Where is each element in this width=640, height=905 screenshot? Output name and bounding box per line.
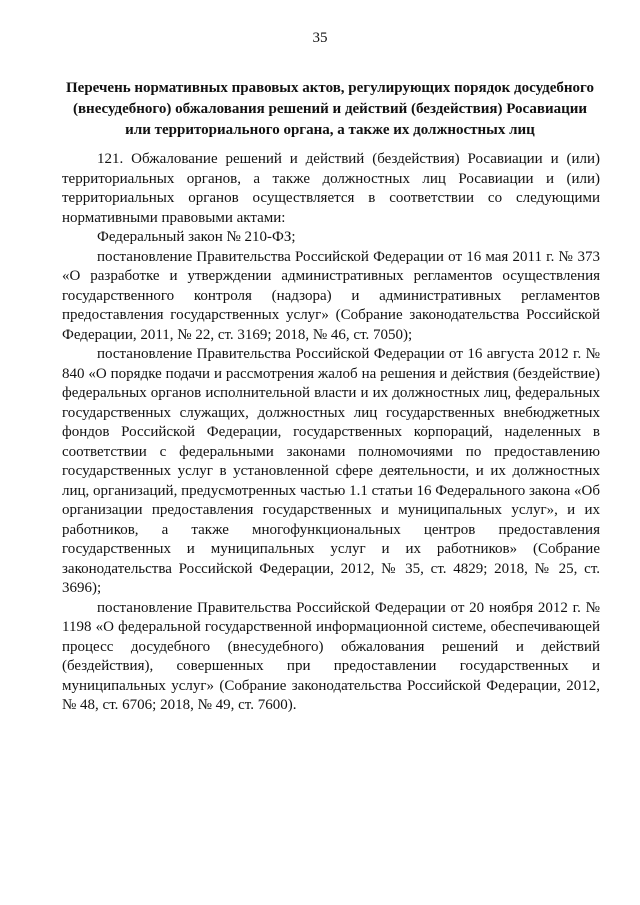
paragraph-resolution-840: постановление Правительства Российской Федерации от 16 августа 2012 г. № 840 «О порядке подачи и рассмотрения жалоб на решения и действия (бездействие) федеральных органов исполнительной власти и их должностных лиц, федеральных государственных служащих, должностных лиц государственных внебюджетных фондов Российской Федерации, государственных корпораций, наделенных в соответствии с федеральными законами полномочиями по предоставлению государственных услуг в установленной сфере деятельности, и их должностных лиц, организаций, предусмотренных частью 1.1 статьи 16 Федерального закона «Об организации предоставления государственных и муниципальных услуг», и их работников, а также многофункциональных центров предоставления государственных и муниципальных услуг и их работников» (Собрание законодательства Российской Федерации, 2012, № 35, ст. 4829; 2018, № 25, ст. 3696); [62, 346, 601, 596]
page-number: 35 [312, 30, 328, 46]
paragraph-resolution-373: постановление Правительства Российской Федерации от 16 мая 2011 г. № 373 «О разработке и утверждении административных регламентов осуществления государственного контроля (надзора) и административных регламентов предоставления государственных услуг» (Собрание законодательства Российской Федерации, 2011, № 22, ст. 3169; 2018, № 46, ст. 7050); [62, 248, 600, 343]
heading-line-3: или территориального органа, а также их должностных лиц [125, 122, 535, 138]
section-heading [50, 78, 610, 141]
paragraph-resolution-1198: постановление Правительства Российской Федерации от 20 ноября 2012 г. № 1198 «О федеральной государственной информационной системе, обеспечивающей процесс досудебного (внесудебного) обжалования решений и действий (бездействия), совершенных при предоставлении государственных и муниципальных услуг» (Собрание законодательства Российской Федерации, 2012, № 48, ст. 6706; 2018, № 49, ст. 7600). [62, 599, 600, 713]
body-text [62, 150, 600, 716]
heading-line-1: Перечень нормативных правовых актов, регулирующих порядок досудебного [66, 80, 594, 96]
paragraph-federal-law: Федеральный закон № 210-ФЗ; [97, 229, 296, 245]
heading-line-2: (внесудебного) обжалования решений и действий (бездействия) Росавиации [72, 101, 588, 117]
paragraph-intro: 121. Обжалование решений и действий (бездействия) Росавиации и (или) территориальных органов, а также должностных лиц Росавиации и (или) территориальных органов осуществляется в соответствии со следующими нормативными правовыми актами: [62, 151, 600, 226]
